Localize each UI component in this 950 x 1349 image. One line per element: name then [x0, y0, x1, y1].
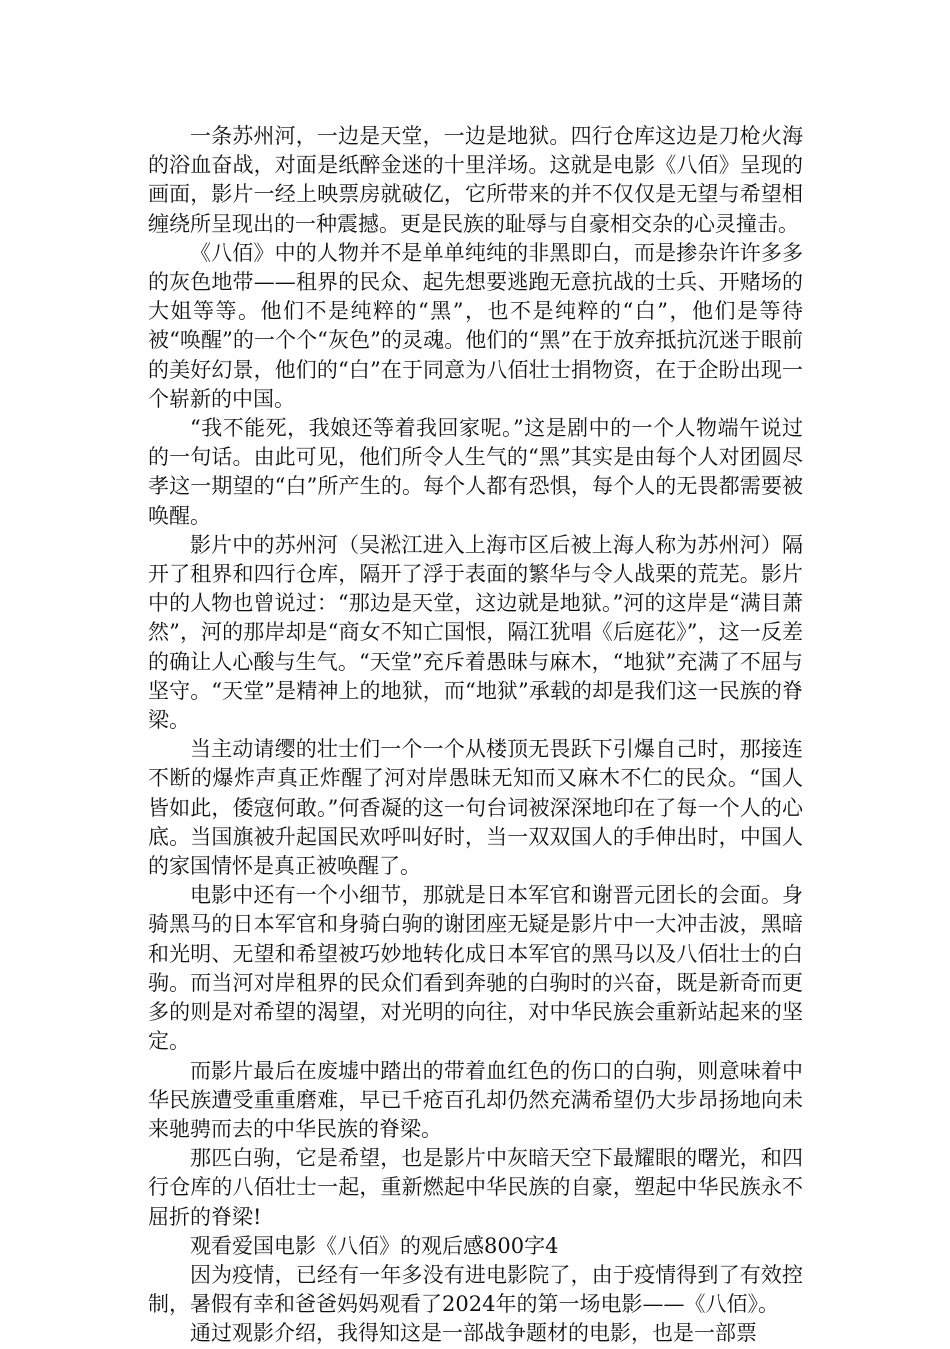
paragraph: 《八佰》中的人物并不是单单纯纯的非黑即白，而是掺杂许许多多的灰色地带——租界的民众、起先想要逃跑无意抗战的士兵、开赌场的大姐等等。他们不是纯粹的“黑”，也不是纯粹的“白”，他们是等待被“唤醒”的一个个“灰色”的灵魂。他们的“黑”在于放弃抵抗沉迷于眼前的美好幻景，他们的“白”在于同意为八佰壮士捐物资，在于企盼出现一个崭新的中国。 — [148, 240, 803, 411]
paragraph: 电影中还有一个小细节，那就是日本军官和谢晋元团长的会面。身骑黑马的日本军官和身骑白驹的谢团座无疑是影片中一大冲击波，黑暗和光明、无望和希望被巧妙地转化成日本军官的黑马以及八佰壮士的白驹。而当河对岸租界的民众们看到奔驰的白驹时的兴奋，既是新奇而更多的则是对希望的渴望，对光明的向往，对中华民族会重新站起来的坚定。 — [148, 883, 803, 1054]
paragraph: 那匹白驹，它是希望，也是影片中灰暗天空下最耀眼的曙光，和四行仓库的八佰壮士一起，重新燃起中华民族的自豪，塑起中华民族永不屈折的脊梁! — [148, 1146, 803, 1229]
paragraph: 而影片最后在废墟中踏出的带着血红色的伤口的白驹，则意味着中华民族遭受重重磨难，早已千疮百孔却仍然充满希望仍大步昂扬地向未来驰骋而去的中华民族的脊梁。 — [148, 1058, 803, 1141]
paragraph: 当主动请缨的壮士们一个一个从楼顶无畏跃下引爆自己时，那接连不断的爆炸声真正炸醒了河对岸愚昧无知而又麻木不仁的民众。“国人皆如此，倭寇何敢。”何香凝的这一句台词被深深地印在了每一个人的心底。当国旗被升起国民欢呼叫好时，当一双双国人的手伸出时，中国人的家国情怀是真正被唤醒了。 — [148, 737, 803, 879]
paragraph: 一条苏州河，一边是天堂，一边是地狱。四行仓库这边是刀枪火海的浴血奋战，对面是纸醉金迷的十里洋场。这就是电影《八佰》呈现的画面，影片一经上映票房就破亿，它所带来的并不仅仅是无望与希望相缠绕所呈现出的一种震撼。更是民族的耻辱与自豪相交杂的心灵撞击。 — [148, 124, 803, 236]
paragraph: 通过观影介绍，我得知这是一部战争题材的电影，也是一部票 — [190, 1321, 757, 1346]
section-heading: 观看爱国电影《八佰》的观后感800字4 — [190, 1233, 559, 1258]
document-body — [148, 122, 803, 1349]
paragraph: “我不能死，我娘还等着我回家呢。”这是剧中的一个人物端午说过的一句话。由此可见，他们所令人生气的“黑”其实是由每个人对团圆尽孝这一期望的“白”所产生的。每个人都有恐惧，每个人的无畏都需要被唤醒。 — [148, 416, 803, 528]
paragraph: 因为疫情，已经有一年多没有进电影院了，由于疫情得到了有效控制，暑假有幸和爸爸妈妈观看了2024年的第一场电影——《八佰》。 — [148, 1262, 803, 1317]
paragraph: 影片中的苏州河（吴淞江进入上海市区后被上海人称为苏州河）隔开了租界和四行仓库，隔开了浮于表面的繁华与令人战栗的荒芜。影片中的人物也曾说过：“那边是天堂，这边就是地狱。”河的这岸是“满目萧然”，河的那岸却是“商女不知亡国恨，隔江犹唱《后庭花》”，这一反差的确让人心酸与生气。“天堂”充斥着愚昧与麻木，“地狱”充满了不屈与坚守。“天堂”是精神上的地狱，而“地狱”承载的却是我们这一民族的脊梁。 — [148, 532, 803, 733]
